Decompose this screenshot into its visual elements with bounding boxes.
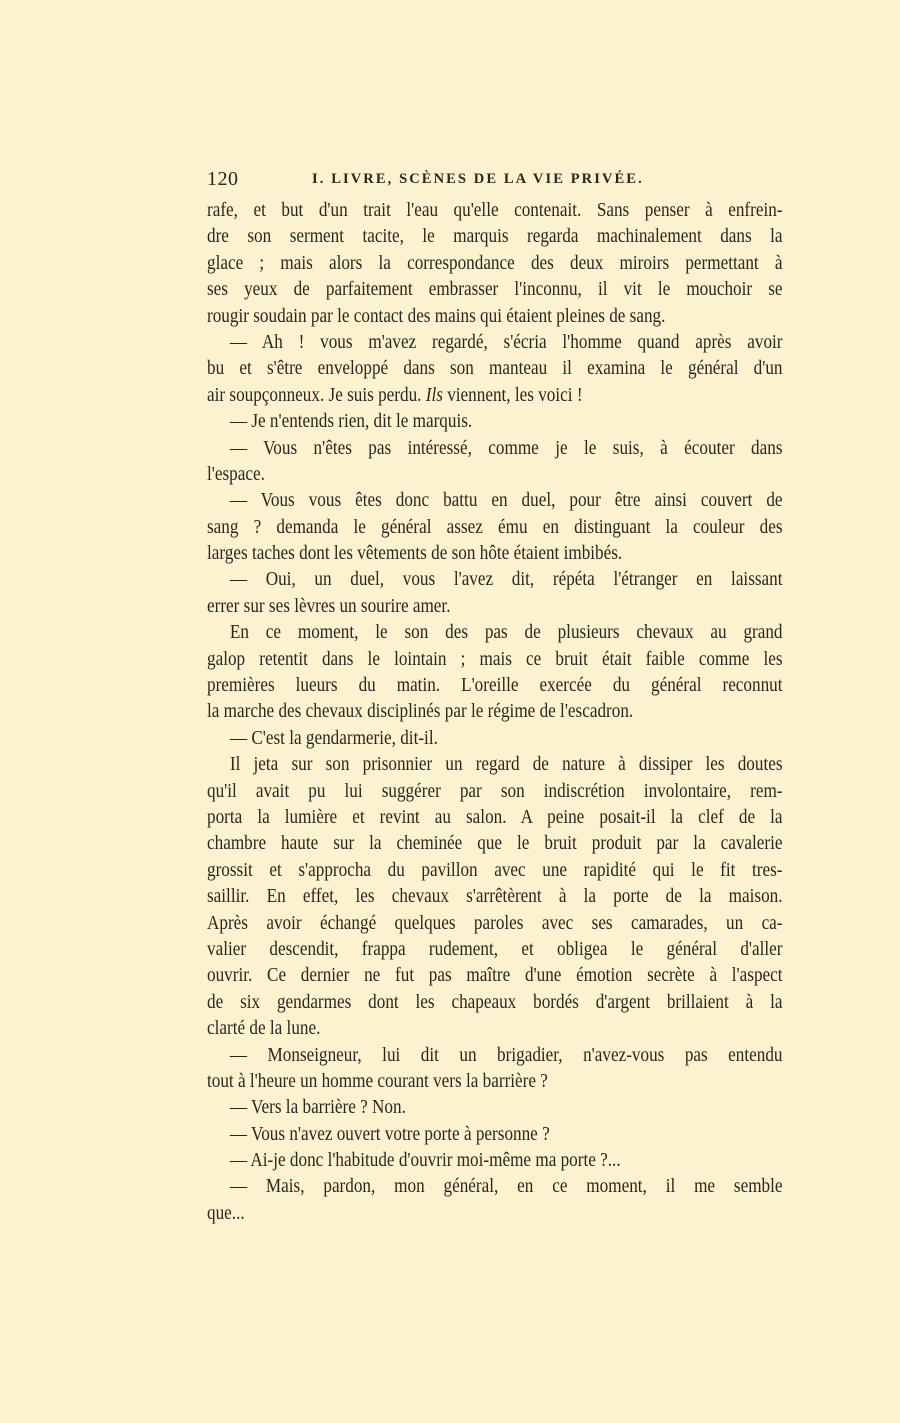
text-line: En ce moment, le son des pas de plusieurs chevaux au grand (229, 622, 783, 644)
paragraph (207, 1148, 783, 1174)
text-line: — Ai-je donc l'habitude d'ouvrir moi-même ma porte ?... (229, 1150, 621, 1172)
paragraph (207, 1174, 783, 1227)
text-line: ses yeux de parfaitement embrasser l'inconnu, il vit le mouchoir se (207, 279, 783, 301)
text-line: errer sur ses lèvres un sourire amer. (207, 595, 451, 617)
text-line: rougir soudain par le contact des mains qui étaient pleines de sang. (207, 305, 666, 327)
text-line: que... (207, 1202, 245, 1224)
text-line: — C'est la gendarmerie, dit-il. (229, 727, 438, 749)
paragraph (207, 488, 783, 567)
paragraph (207, 1122, 783, 1148)
emphasis-text: Ils (425, 384, 443, 406)
text-line: — Monseigneur, lui dit un brigadier, n'avez-vous pas entendu (229, 1044, 783, 1066)
paragraph (207, 1043, 783, 1096)
text-line: — Oui, un duel, vous l'avez dit, répéta l'étranger en laissant (229, 569, 783, 591)
paragraph (207, 752, 783, 1042)
text-line: galop retentit dans le lointain ; mais ce bruit était faible comme les (207, 648, 783, 670)
text-line: rafe, et but d'un trait l'eau qu'elle contenait. Sans penser à enfrein- (207, 200, 783, 221)
page-number: 120 (207, 168, 239, 190)
text-line: — Mais, pardon, mon général, en ce moment, il me semble (229, 1176, 783, 1198)
paragraph (207, 330, 783, 409)
paragraph (207, 726, 783, 752)
body-text-inner (207, 198, 783, 1227)
text-line: larges taches dont les vêtements de son hôte étaient imbibés. (207, 543, 623, 565)
paragraph (207, 198, 783, 330)
text-line: — Je n'entends rien, dit le marquis. (229, 411, 473, 433)
text-line: qu'il avait pu lui suggérer par son indiscrétion involontaire, rem- (207, 780, 783, 802)
text-run: air soupçonneux. Je suis perdu. (207, 384, 426, 406)
text-line: — Vous n'êtes pas intéressé, comme je le suis, à écouter dans (229, 437, 783, 459)
text-line: tout à l'heure un homme courant vers la barrière ? (207, 1070, 548, 1092)
text-line: Il jeta sur son prisonnier un regard de nature à dissiper les doutes (229, 754, 783, 776)
text-line: dre son serment tacite, le marquis regarda machinalement dans la (207, 226, 783, 248)
text-line: grossit et s'approcha du pavillon avec une rapidité qui le fit tres- (207, 859, 783, 881)
running-head (207, 168, 783, 194)
text-line: Après avoir échangé quelques paroles avec ses camarades, un ca- (207, 912, 783, 934)
paragraph (207, 567, 783, 620)
text-line: porta la lumière et revint au salon. A peine posait-il la clef de la (207, 806, 783, 828)
text-line: — Vers la barrière ? Non. (229, 1097, 406, 1119)
text-line (207, 383, 783, 409)
paragraph (207, 409, 783, 435)
text-line: — Vous n'avez ouvert votre porte à personne ? (229, 1123, 550, 1145)
body-text (207, 198, 783, 1227)
text-line: bu et s'être enveloppé dans son manteau il examina le général d'un (207, 358, 783, 380)
text-line: glace ; mais alors la correspondance des deux miroirs permettant à (207, 252, 783, 274)
text-line: de six gendarmes dont les chapeaux bordés d'argent brillaient à la (207, 991, 783, 1013)
text-line: clarté de la lune. (207, 1018, 321, 1040)
running-title: I. LIVRE, SCÈNES DE LA VIE PRIVÉE. (312, 171, 644, 187)
text-line: valier descendit, frappa rudement, et obligea le général d'aller (207, 938, 783, 960)
text-line: saillir. En effet, les chevaux s'arrêtèrent à la porte de la maison. (207, 886, 783, 908)
text-run: viennent, les voici ! (442, 384, 583, 406)
paragraph (207, 436, 783, 489)
text-line: chambre haute sur la cheminée que le bruit produit par la cavalerie (207, 833, 783, 855)
text-line: ouvrir. Ce dernier ne fut pas maître d'une émotion secrète à l'aspect (207, 965, 783, 987)
text-line: premières lueurs du matin. L'oreille exercée du général reconnut (207, 675, 783, 697)
text-line: l'espace. (207, 463, 265, 485)
text-line: — Ah ! vous m'avez regardé, s'écria l'homme quand après avoir (229, 331, 783, 353)
text-line: — Vous vous êtes donc battu en duel, pour être ainsi couvert de (229, 490, 783, 512)
text-line: sang ? demanda le général assez ému en distinguant la couleur des (207, 516, 783, 538)
paragraph (207, 1095, 783, 1121)
text-line: la marche des chevaux disciplinés par le régime de l'escadron. (207, 701, 634, 723)
paragraph (207, 620, 783, 726)
